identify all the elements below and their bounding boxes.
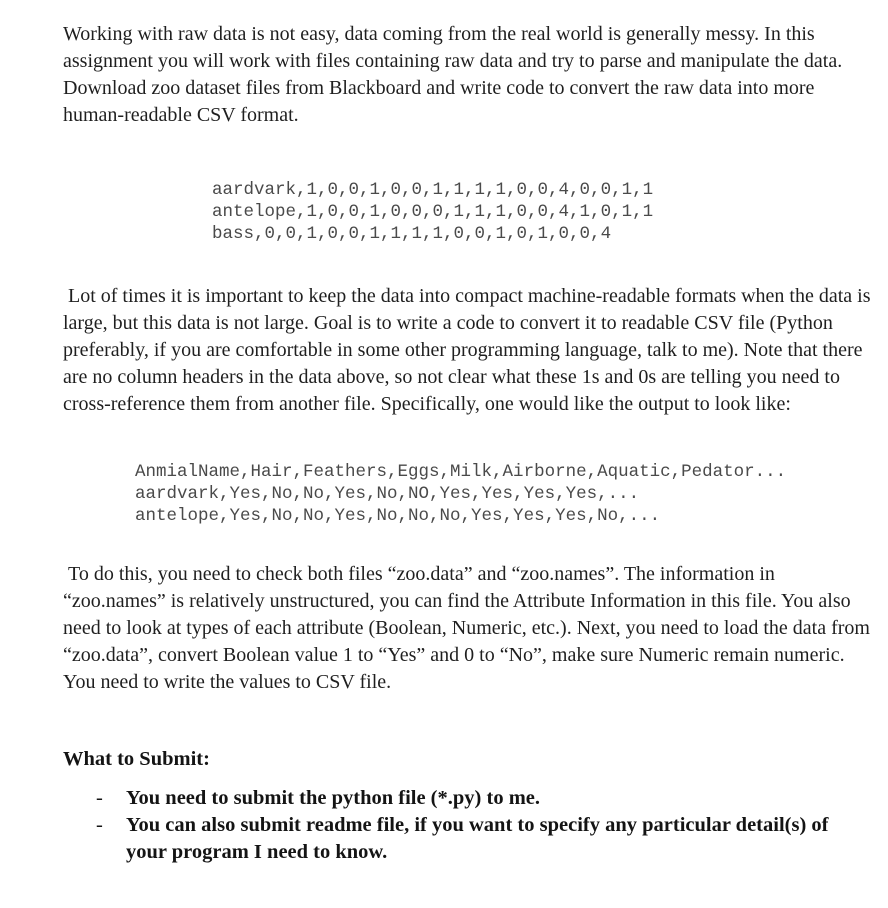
bullet-marker: - xyxy=(96,814,103,836)
submission-item-python-file: You need to submit the python file (*.py) to me. xyxy=(126,787,540,809)
raw-data-line-bass: bass,0,0,1,0,0,1,1,1,1,0,0,1,0,1,0,0,4 xyxy=(212,224,612,244)
csv-line-antelope: antelope,Yes,No,No,Yes,No,No,No,Yes,Yes,Yes,No,... xyxy=(135,506,661,526)
csv-line-aardvark: aardvark,Yes,No,No,Yes,No,NO,Yes,Yes,Yes,Yes,... xyxy=(135,484,640,504)
what-to-submit-heading: What to Submit: xyxy=(63,748,210,770)
instructions-paragraph: To do this, you need to check both files “zoo.data” and “zoo.names”. The information in “zoo.names” is relatively unstructured, you can find the Attribute Information in this file. You also need to look at types of each attribute (Boolean, Numeric, etc.). Next, you need to load the data from “zoo.data”, convert Boolean value 1 to “Yes” and 0 to “No”, make sure Numeric remain numeric. You need to write the values to CSV file. xyxy=(63,563,875,693)
raw-data-line-antelope: antelope,1,0,0,1,0,0,0,1,1,1,0,0,4,1,0,1,1 xyxy=(212,202,654,222)
submission-list xyxy=(63,785,875,866)
intro-paragraph: Working with raw data is not easy, data coming from the real world is generally messy. In this assignment you will work with files containing raw data and try to parse and manipulate the data. Download zoo dataset files from Blackboard and write code to convert the raw data into more human-readable CSV format. xyxy=(63,23,848,126)
csv-output-code-block xyxy=(63,461,875,527)
submission-item-readme-file: You can also submit readme file, if you want to specify any particular detail(s) of your program I need to know. xyxy=(126,814,829,863)
bullet-marker: - xyxy=(96,787,103,809)
list-item xyxy=(63,812,875,866)
list-item xyxy=(63,785,875,812)
raw-data-line-aardvark: aardvark,1,0,0,1,0,0,1,1,1,1,0,0,4,0,0,1,1 xyxy=(212,180,654,200)
raw-data-code-block xyxy=(63,179,875,245)
csv-header-line: AnmialName,Hair,Feathers,Eggs,Milk,Airborne,Aquatic,Pedator... xyxy=(135,462,787,482)
explanation-paragraph: Lot of times it is important to keep the data into compact machine-readable formats when the data is large, but this data is not large. Goal is to write a code to convert it to readable CSV file (Python preferably, if you are comfortable in some other programming language, talk to me). Note that there are no column headers in the data above, so not clear what these 1s and 0s are telling you need to cross-reference them from another file. Specifically, one would like the output to look like: xyxy=(63,285,876,415)
